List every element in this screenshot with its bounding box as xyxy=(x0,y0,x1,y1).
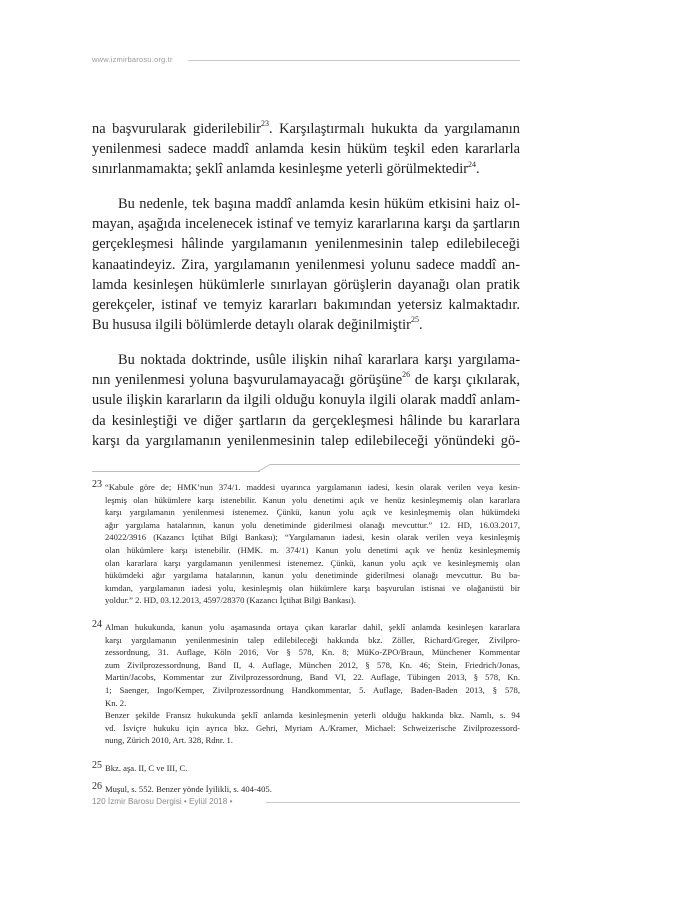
footnote-text xyxy=(105,783,520,796)
footnote-line: kımdan, yargılamanın iadesi yolu, kesinleşmiş olan hükümlere karşı başvurulan istisnai ve olağanüstü bir xyxy=(105,582,520,593)
paragraph xyxy=(92,119,520,180)
footnote-text xyxy=(105,762,520,775)
footnote-line: Muşul, s. 552. Benzer yönde İyilikli, s. 404-405. xyxy=(105,784,272,794)
footnote-line: olan hükümlere karşı istenebilir. (HMK. m. 374/1) Kanun yolu denetimi açık ve henüz kesinleşmemiş xyxy=(105,544,520,555)
footer-rule xyxy=(266,802,520,803)
text-line xyxy=(92,255,520,275)
footnote-line: karşı yargılamanın yenilenmesi istenemez. Çünkü, kanun yolu açık ve kesinleşmemiş olan hükümdeki xyxy=(105,507,520,518)
footnote-line: karşı yargılamanın yenilenmesinin talep edilebileceği hakkında bkz. Zöller, Richard/Greger, Zivilpro- xyxy=(105,634,520,645)
text-line xyxy=(92,214,520,234)
text-run: lamda kesinleşen hükümlerle sınırlayan görüşlerin dayanağı olan pratik xyxy=(92,276,520,293)
text-line xyxy=(92,350,520,370)
footnote-line: nung, Zürich 2010, Art. 328, Rdnr. 1. xyxy=(105,735,233,746)
separator-rule-slant xyxy=(258,464,271,472)
footnote-line: vd. İsviçre hukuku için ayrıca bkz. Gehri, Myriam A./Kramer, Michael: Schweizerische Zivilprozessord- xyxy=(105,722,520,733)
footnote-line: olan kararlara karşı yargılamanın yenilenmesi istenemez. Çünkü, kanun yolu açık ve kesinleşmemiş olan xyxy=(105,557,520,568)
separator-rule-right xyxy=(270,464,520,465)
text-run: kanaatindeyiz. Zira, yargılamanın yenilenmesi yolunu sadece maddî an- xyxy=(92,256,520,273)
text-line xyxy=(92,431,520,451)
text-line xyxy=(92,119,520,139)
text-run: Bu hususa ilgili bölümlerde detaylı olarak değinilmiştir xyxy=(92,317,411,334)
footnote-line: zessordnung, 31. Auflage, Köln 2016, Vor § 578, Kn. 8; MüKo-ZPO/Braun, Münchener Kommentar xyxy=(105,647,520,658)
text-run: gerçekleşmesi hâlinde yargılamanın yenilenmesinin talep edilebileceği xyxy=(92,236,520,253)
footnote-ref[interactable]: 26 xyxy=(402,370,411,380)
text-run: . Karşılaştırmalı hukukta da yargılamanın xyxy=(268,121,520,137)
page-header xyxy=(92,55,520,67)
text-line xyxy=(92,390,520,410)
text-run: . xyxy=(418,317,423,334)
text-run: de karşı çıkılarak, xyxy=(410,372,520,389)
footnote-line: Martin/Jacobs, Kommentar zur Zivilprozessordnung, Band VI, 22. Auflage, Tübingen 2013, § 578, Kn. xyxy=(105,672,520,683)
text-run: usule ilişkin kararların da ilgili olduğu konuyla ilgili olarak maddî anlam- xyxy=(92,392,520,409)
text-line xyxy=(92,139,520,159)
footnote-line: Kn. 2. xyxy=(105,697,127,708)
footnote-number: 26 xyxy=(92,781,102,792)
text-run: na başvurularak giderilebilir xyxy=(92,121,261,137)
text-line xyxy=(92,411,520,431)
separator-rule-left xyxy=(92,471,260,472)
text-run: . xyxy=(476,161,480,178)
footnote-line: 24022/3916 (Kazancı İçtihat Bilgi Bankası); “Yargılamanın iadesi, kesin olarak verilen veya kesinleşmiş xyxy=(105,532,520,543)
footnote-line: 1; Saenger, Ingo/Kemper, Zivilprozessordnung Handkommentar, 5. Auflage, Baden-Baden 2013, § 578, xyxy=(105,684,520,695)
page-footer xyxy=(92,797,520,811)
footnote-number: 24 xyxy=(92,619,102,630)
footnote-line: hükümdeki ağır yargılama hatalarının, kanun yolu denetiminde giderilmesi olanağı mevcuttur. Bu ba- xyxy=(105,570,520,581)
header-url: www.izmirbarosu.org.tr xyxy=(92,55,173,64)
text-line xyxy=(92,275,520,295)
footnote-line: “Kabule göre de; HMK’nun 374/1. maddesi uyarınca yargılamanın iadesi, kesin olarak verilen veya kesin- xyxy=(105,482,520,492)
text-run: gerekçeler, istinaf ve temyiz kararları bakımından yetersiz kalmaktadır. xyxy=(92,296,520,313)
footnote-line: Benzer şekilde Fransız hukukunda şeklî anlamda kesinleşmenin yeterli olduğu hakkında bkz. Namlı, s. 94 xyxy=(105,710,520,721)
paragraph xyxy=(92,350,520,451)
text-line xyxy=(92,234,520,254)
footnote-line: Alman hukukunda, kanun yolu aşamasında ortaya çıkan kararlar dahil, şeklî anlamda kesinleşen kararlara xyxy=(105,622,520,632)
footnote-text xyxy=(105,481,520,607)
footnote-line: Bkz. aşa. II, C ve III, C. xyxy=(105,763,188,773)
text-run: karşı da yargılamanın yenilenmesinin talep edilebileceği yönündeki gö- xyxy=(92,432,520,449)
footer-text: 120 İzmir Barosu Dergisi • Eylül 2018 • xyxy=(92,797,233,806)
text-run: yenilenmesi sadece maddî anlamda kesin hüküm teşkil eden kararlarla xyxy=(92,141,520,158)
text-run: Bu nedenle, tek başına maddî anlamda kesin hüküm etkisini haiz ol- xyxy=(118,196,520,212)
text-line xyxy=(92,370,520,390)
text-line xyxy=(92,194,520,214)
footnote-line: leşmiş olan hükümlere karşı istenebilir. Kanun yolu denetimi açık ve henüz kesinleşmemiş olan kararlara xyxy=(105,494,520,505)
footnote-ref[interactable]: 24 xyxy=(468,159,477,169)
text-run: nın yenilenmesi yoluna başvurulamayacağı görüşüne xyxy=(92,372,403,389)
footnote-number: 23 xyxy=(92,479,102,490)
footnote-ref[interactable]: 23 xyxy=(260,119,269,129)
footnote-line: ağır yargılama hatalarının, kanun yolu denetiminde giderilmesi olanağı mevcuttur.” 12. HD, 16.03.2017, xyxy=(105,519,520,530)
footnote-number: 25 xyxy=(92,760,102,771)
text-run: sınırlanmamakta; şeklî anlamda kesinleşme yeterli görülmektedir xyxy=(92,161,469,178)
footnote-text xyxy=(105,621,520,747)
text-line xyxy=(92,159,520,179)
footnote-separator xyxy=(92,463,520,473)
footnote-line: zum Zivilprozessordnung, Band II, 4. Auflage, München 2012, § 578, Kn. 46; Stein, Friedrich/Jonas, xyxy=(105,659,520,670)
paragraph xyxy=(92,194,520,335)
text-run: da kesinleştiği ve diğer şartların da gerçekleşmesi hâlinde bu kararlara xyxy=(92,412,520,429)
text-run: mayan, aşağıda incelenecek istinaf ve temyiz kararlarına karşı da şartların xyxy=(92,216,520,233)
header-rule xyxy=(188,60,520,61)
text-line xyxy=(92,295,520,315)
footnote-line: yoldur.” 2. HD, 03.12.2013, 4597/28370 (Kazancı İçtihat Bilgi Bankası). xyxy=(105,595,356,606)
text-run: Bu noktada doktrinde, usûle ilişkin nihaî kararlara karşı yargılama- xyxy=(118,352,520,368)
footnote-ref[interactable]: 25 xyxy=(410,315,419,325)
text-line xyxy=(92,315,520,335)
